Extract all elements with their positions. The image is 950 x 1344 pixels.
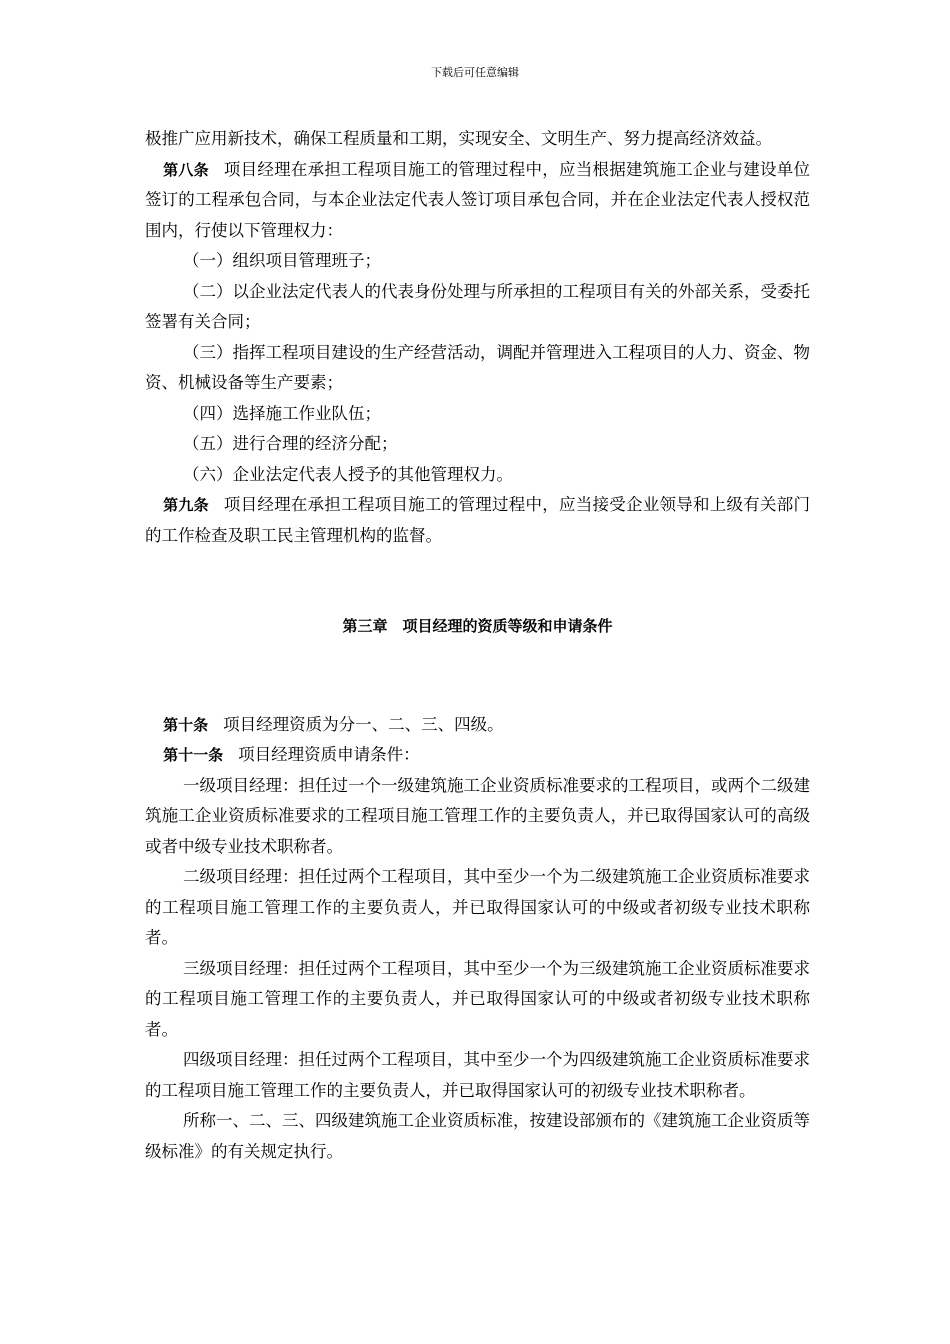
chapter-title: 第三章 项目经理的资质等级和申请条件 (342, 617, 613, 635)
article-8-text: 项目经理在承担工程项目施工的管理过程中，应当根据建筑施工企业与建设单位签订的工程承包合同，与本企业法定代表人签订项目承包合同，并在企业法定代表人授权范围内，行使以下管理权力： (145, 159, 810, 240)
article-10 (145, 710, 810, 741)
closing-paragraph: 所称一、二、三、四级建筑施工企业资质标准，按建设部颁布的《建筑施工企业资质等级标准》的有关规定执行。 (145, 1111, 810, 1161)
list-item-1: （一）组织项目管理班子； (182, 251, 381, 270)
level-1-paragraph: 一级项目经理：担任过一个一级建筑施工企业资质标准要求的工程项目，或两个二级建筑施工企业资质标准要求的工程项目施工管理工作的主要负责人，并已取得国家认可的高级或者中级专业技术职称者。 (145, 775, 810, 856)
article-11-label: 第十一条 (163, 746, 224, 764)
article-11-text: 项目经理资质申请条件： (238, 745, 420, 764)
article-9 (145, 490, 810, 551)
level-3-paragraph: 三级项目经理：担任过两个工程项目，其中至少一个为三级建筑施工企业资质标准要求的工程项目施工管理工作的主要负责人，并已取得国家认可的中级或者初级专业技术职称者。 (145, 958, 810, 1039)
list-item-3: （三）指挥工程项目建设的生产经营活动，调配并管理进入工程项目的人力、资金、物资、机械设备等生产要素； (145, 342, 810, 392)
document-body (145, 124, 810, 1167)
level-4-paragraph: 四级项目经理：担任过两个工程项目，其中至少一个为四级建筑施工企业资质标准要求的工程项目施工管理工作的主要负责人，并已取得国家认可的初级专业技术职称者。 (145, 1050, 810, 1100)
level-2-paragraph: 二级项目经理：担任过两个工程项目，其中至少一个为二级建筑施工企业资质标准要求的工程项目施工管理工作的主要负责人，并已取得国家认可的中级或者初级专业技术职称者。 (145, 867, 810, 947)
list-item-5: （五）进行合理的经济分配； (182, 434, 398, 453)
list-item-6: （六）企业法定代表人授予的其他管理权力。 (182, 464, 513, 484)
article-8-label: 第八条 (163, 160, 209, 179)
article-8 (145, 155, 810, 247)
article-11 (145, 740, 810, 771)
page-header-note: 下载后可任意编辑 (431, 66, 519, 79)
article-10-label: 第十条 (163, 715, 209, 734)
article-10-text: 项目经理资质为分一、二、三、四级。 (223, 714, 504, 734)
article-9-text: 项目经理在承担工程项目施工的管理过程中，应当接受企业领导和上级有关部门的工作检查及职工民主管理机构的监督。 (145, 495, 810, 545)
article-9-label: 第九条 (163, 496, 209, 514)
paragraph-continuation: 极推广应用新技术，确保工程质量和工期，实现安全、文明生产、努力提高经济效益。 (145, 129, 772, 148)
list-item-4: （四）选择施工作业队伍； (182, 403, 381, 423)
list-item-2: （二）以企业法定代表人的代表身份处理与所承担的工程项目有关的外部关系，受委托签署有关合同； (145, 281, 810, 331)
